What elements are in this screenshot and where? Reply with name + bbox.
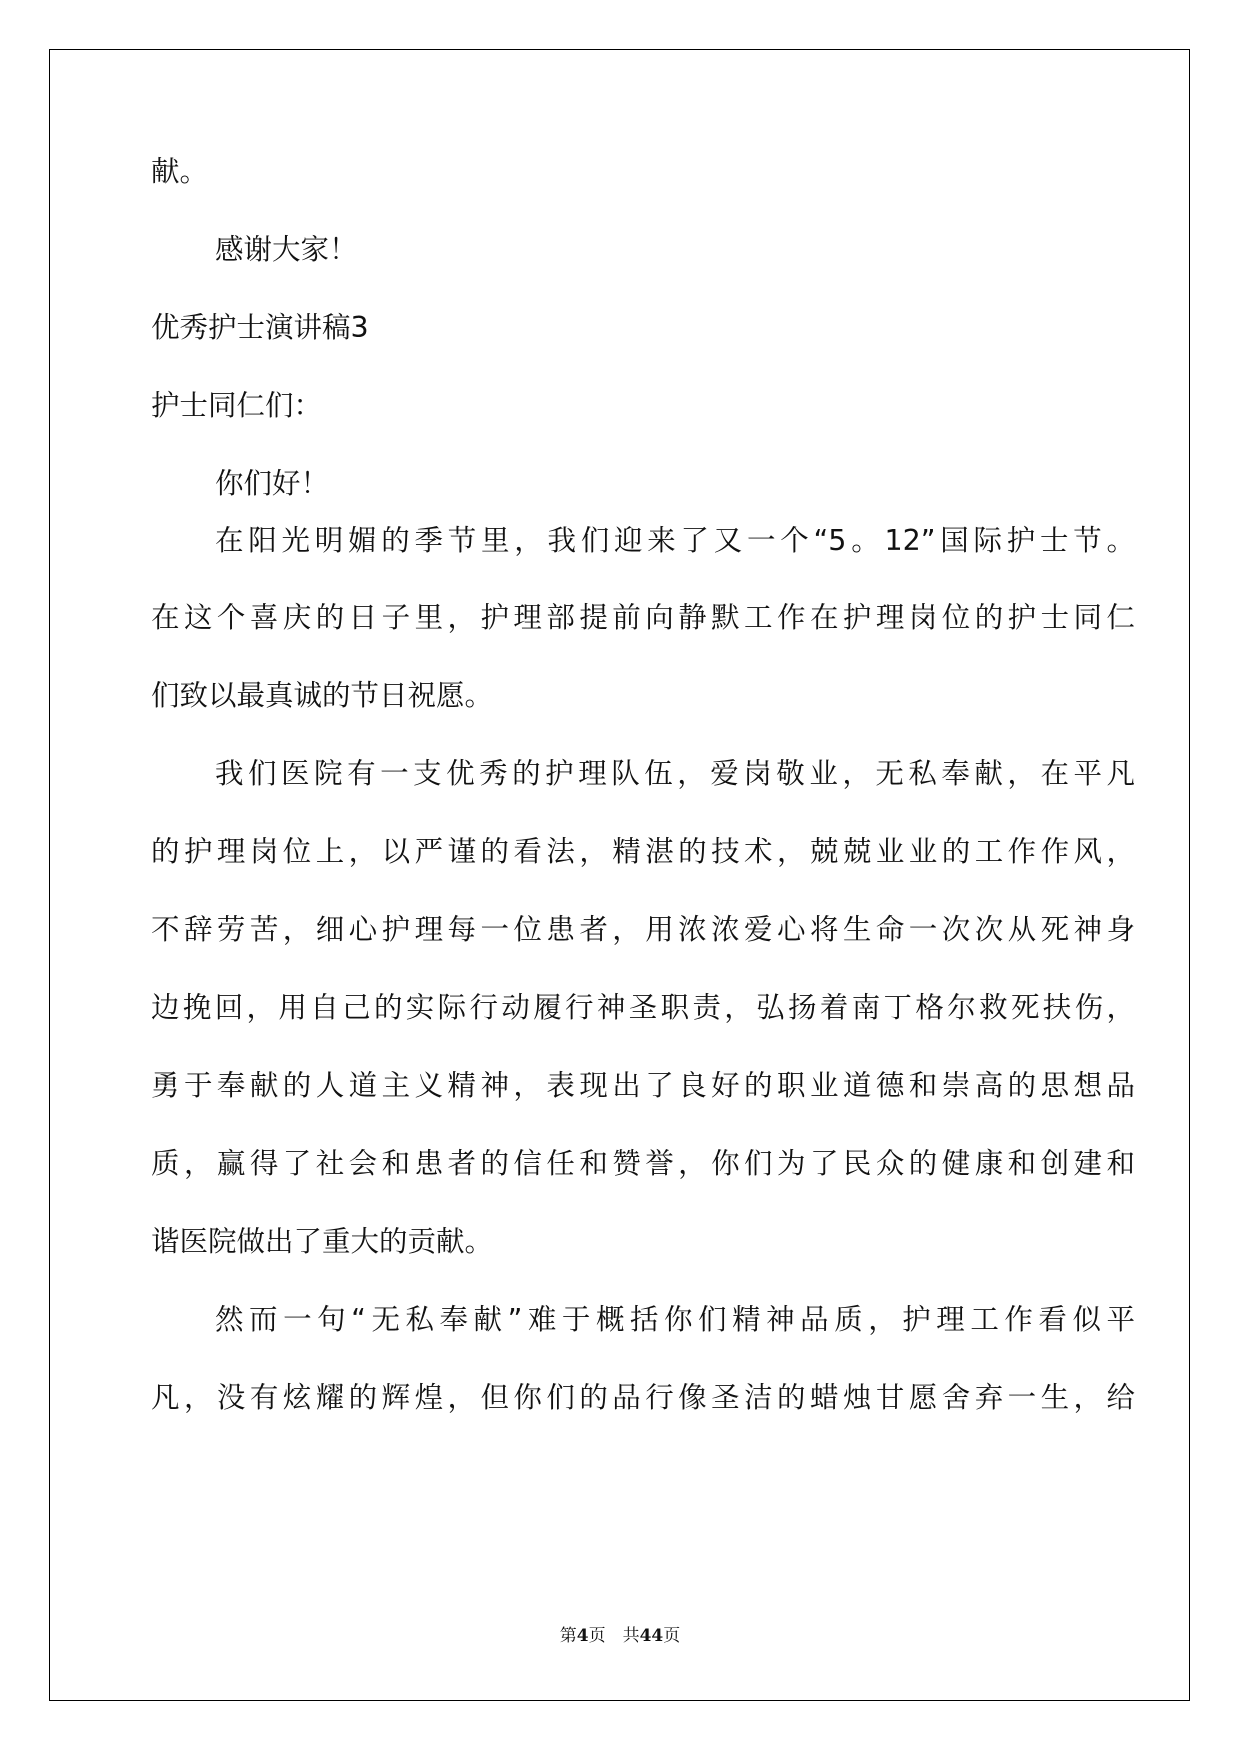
text-line: 边挽回，用自己的实际行动履行神圣职责，弘扬着南丁格尔救死扶伤， — [151, 991, 1135, 1024]
text-line: 凡，没有炫耀的辉煌，但你们的品行像圣洁的蜡烛甘愿舍弃一生，给 — [151, 1381, 1135, 1414]
footer-page-number: 4 — [576, 1626, 589, 1646]
footer-total-pages: 44 — [639, 1626, 664, 1646]
text-line: 你们好！ — [215, 467, 330, 500]
footer-mid: 页 共 — [588, 1626, 640, 1646]
text-line: 然而一句“无私奉献”难于概括你们精神品质，护理工作看似平 — [215, 1303, 1135, 1336]
section-heading: 优秀护士演讲稿3 — [151, 311, 369, 344]
page-border — [49, 49, 1190, 1701]
text-line: 的护理岗位上，以严谨的看法，精湛的技术，兢兢业业的工作作风， — [151, 835, 1135, 868]
footer-prefix: 第 — [559, 1626, 577, 1646]
text-line: 感谢大家！ — [215, 233, 358, 266]
text-line: 谐医院做出了重大的贡献。 — [151, 1225, 494, 1258]
text-line: 们致以最真诚的节日祝愿。 — [151, 679, 494, 712]
footer-suffix: 页 — [663, 1626, 681, 1646]
text-line: 不辞劳苦，细心护理每一位患者，用浓浓爱心将生命一次次从死神身 — [151, 913, 1135, 946]
page-footer — [420, 1624, 820, 1648]
text-line: 我们医院有一支优秀的护理队伍，爱岗敬业，无私奉献，在平凡 — [215, 757, 1135, 790]
salutation: 护士同仁们： — [151, 389, 323, 422]
text-line: 在阳光明媚的季节里，我们迎来了又一个“5。12”国际护士节。 — [215, 524, 1135, 557]
text-line: 献。 — [151, 155, 209, 188]
text-line: 在这个喜庆的日子里，护理部提前向静默工作在护理岗位的护士同仁 — [151, 601, 1135, 634]
text-line: 勇于奉献的人道主义精神，表现出了良好的职业道德和崇高的思想品 — [151, 1069, 1135, 1102]
text-line: 质，赢得了社会和患者的信任和赞誉，你们为了民众的健康和创建和 — [151, 1147, 1135, 1180]
